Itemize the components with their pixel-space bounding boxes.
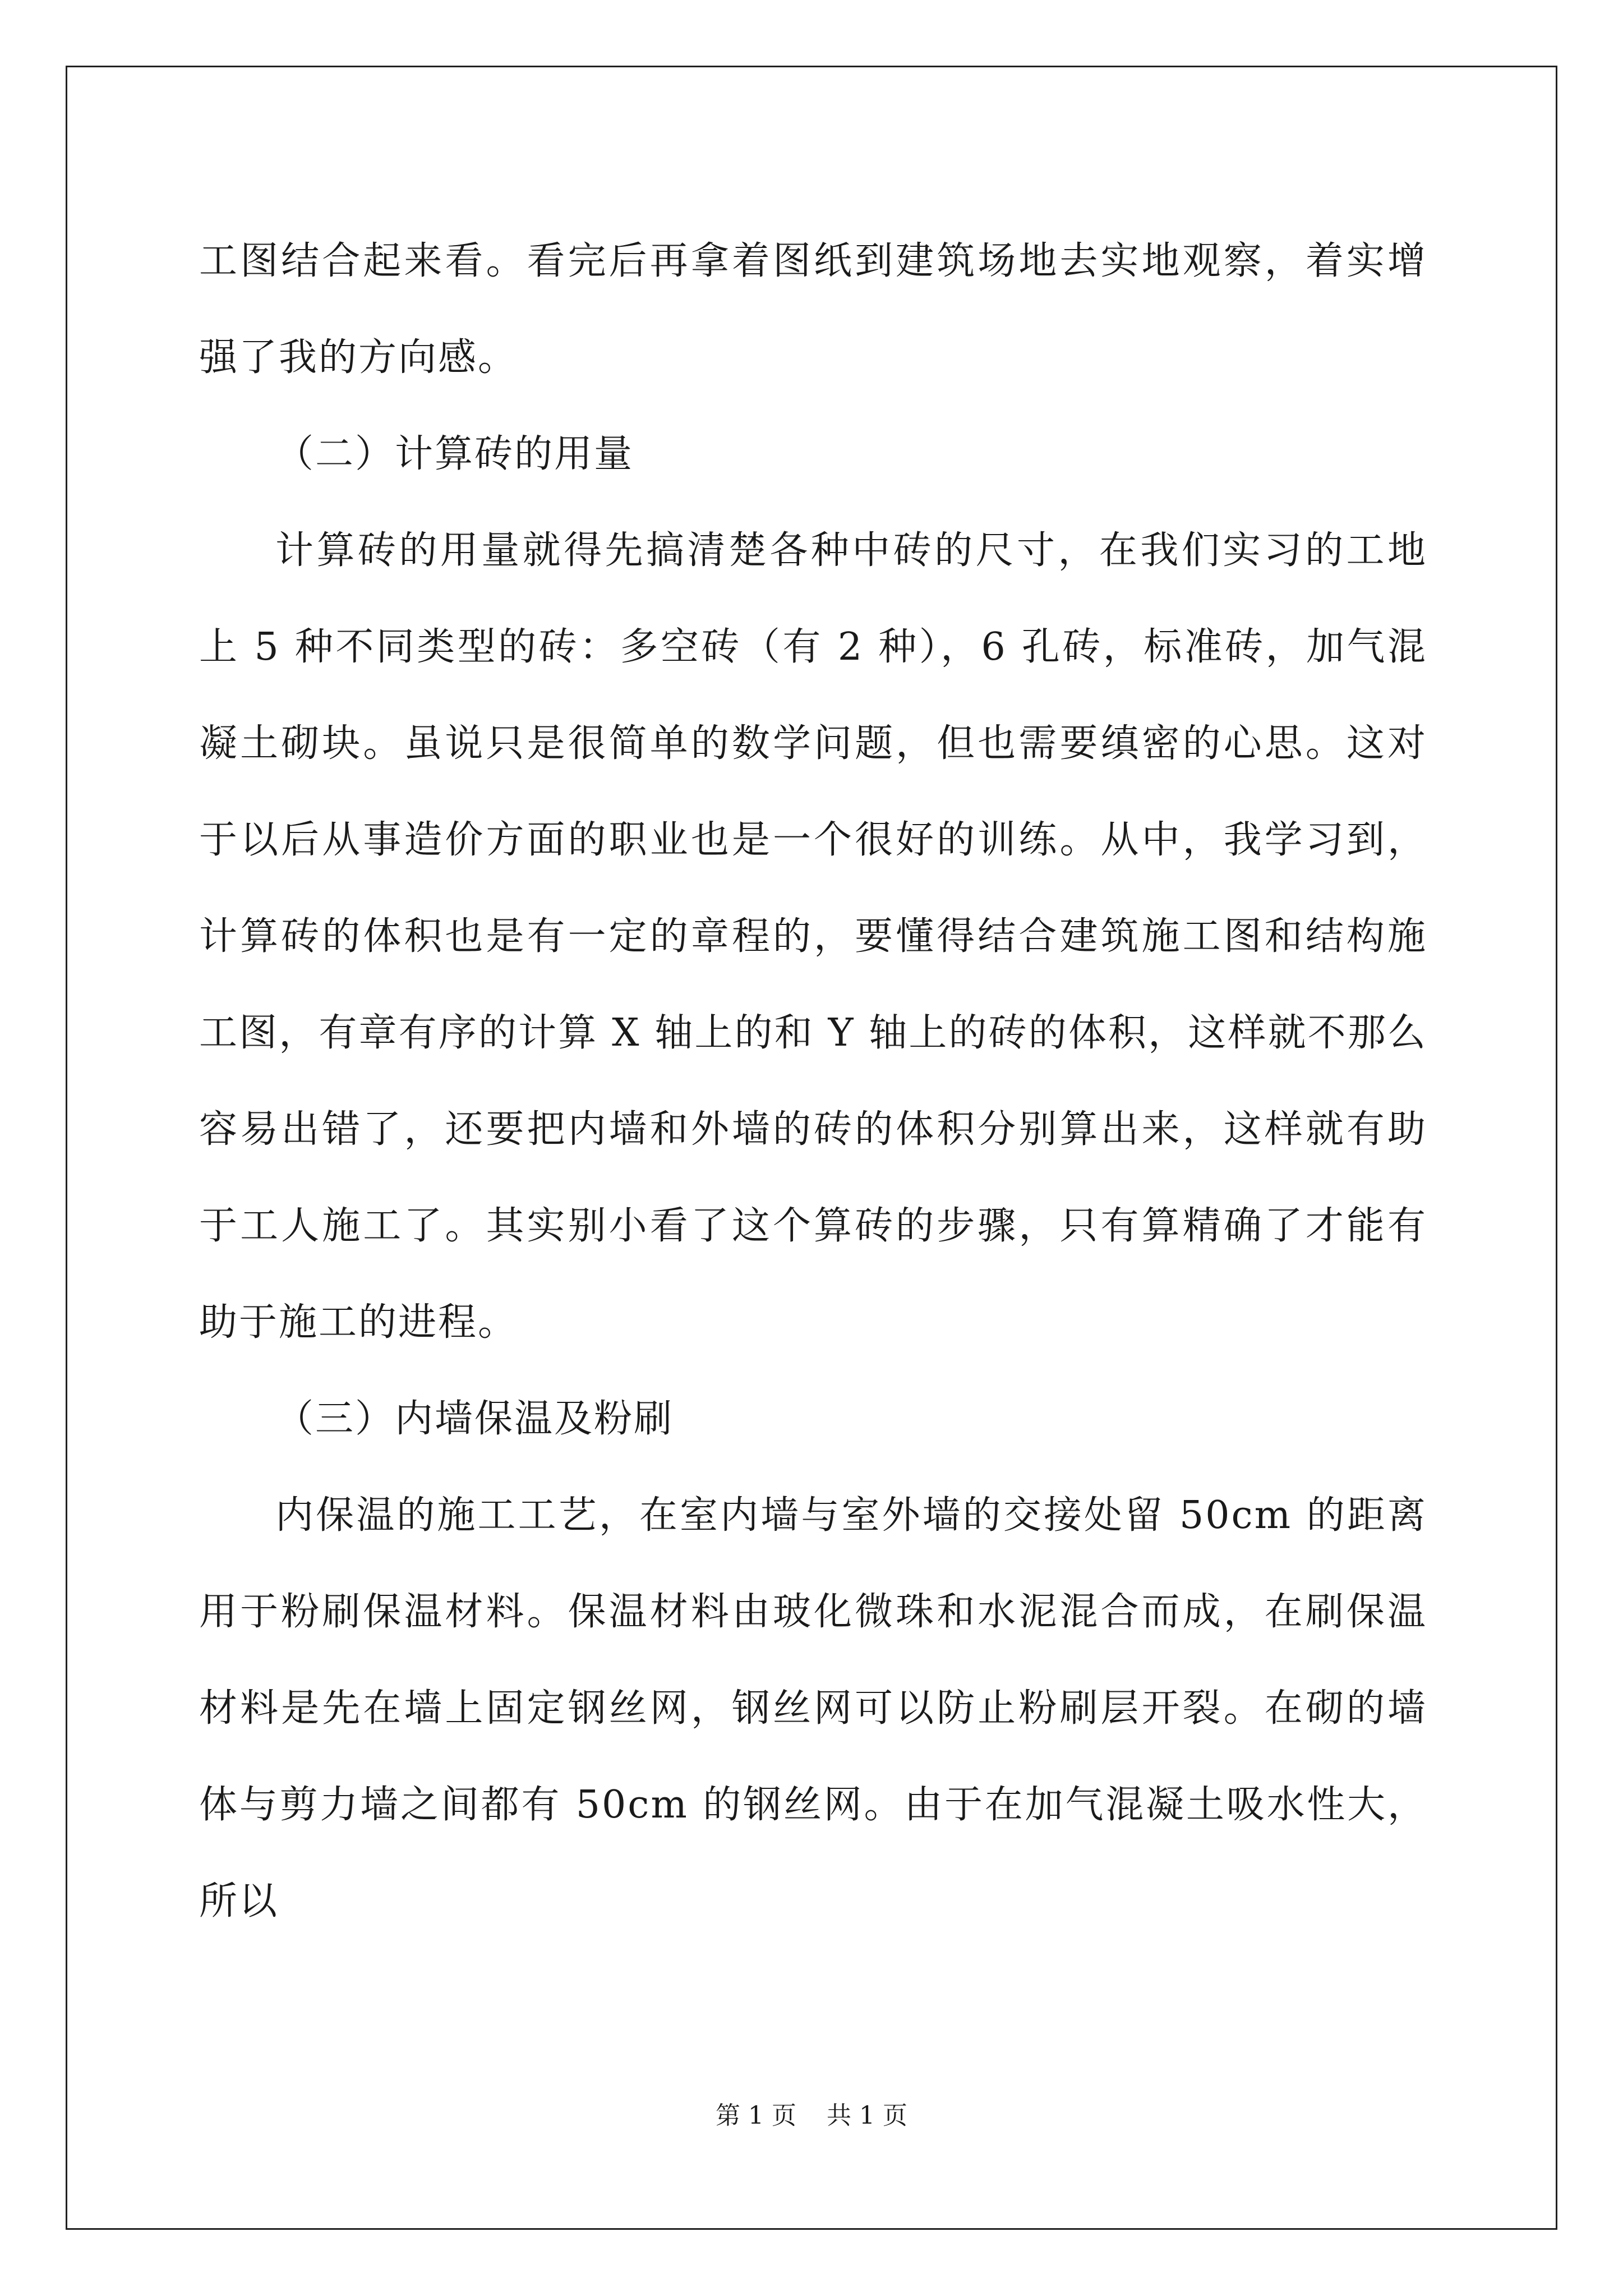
section-heading-2: （二）计算砖的用量 — [275, 432, 634, 476]
document-body — [199, 213, 1427, 1950]
page-footer — [0, 2099, 1623, 2133]
section-heading-3: （三）内墙保温及粉刷 — [275, 1397, 674, 1441]
page-total: 共 1 页 — [827, 2101, 907, 2130]
paragraph-insulation: 内保温的施工工艺，在室内墙与室外墙的交接处留 50cm 的距离用于粉刷保温材料。保温材料由玻化微珠和水泥混合而成，在刷保温材料是先在墙上固定钢丝网，钢丝网可以防止粉刷层开裂。在砌的墙体与剪力墙之间都有 50cm 的钢丝网。由于在加气混凝土吸水性大，所以 — [199, 1493, 1427, 1924]
paragraph-brick-calculation: 计算砖的用量就得先搞清楚各种中砖的尺寸，在我们实习的工地上 5 种不同类型的砖：多空砖（有 2 种），6 孔砖，标准砖，加气混凝土砌块。虽说只是很简单的数学问题，但也需要缜密的心思。这对于以后从事造价方面的职业也是一个很好的训练。从中，我学习到，计算砖的体积也是有一定的章程的，要懂得结合建筑施工图和结构施工图，有章有序的计算 X 轴上的和 Y 轴上的砖的体积，这样就不那么容易出错了，还要把内墙和外墙的砖的体积分别算出来，这样就有助于工人施工了。其实别小看了这个算砖的步骤，只有算精确了才能有助于施工的进程。 — [199, 528, 1427, 1345]
paragraph-continued: 工图结合起来看。看完后再拿着图纸到建筑场地去实地观察，着实增强了我的方向感。 — [199, 239, 1427, 380]
page-number: 第 1 页 — [716, 2101, 796, 2130]
